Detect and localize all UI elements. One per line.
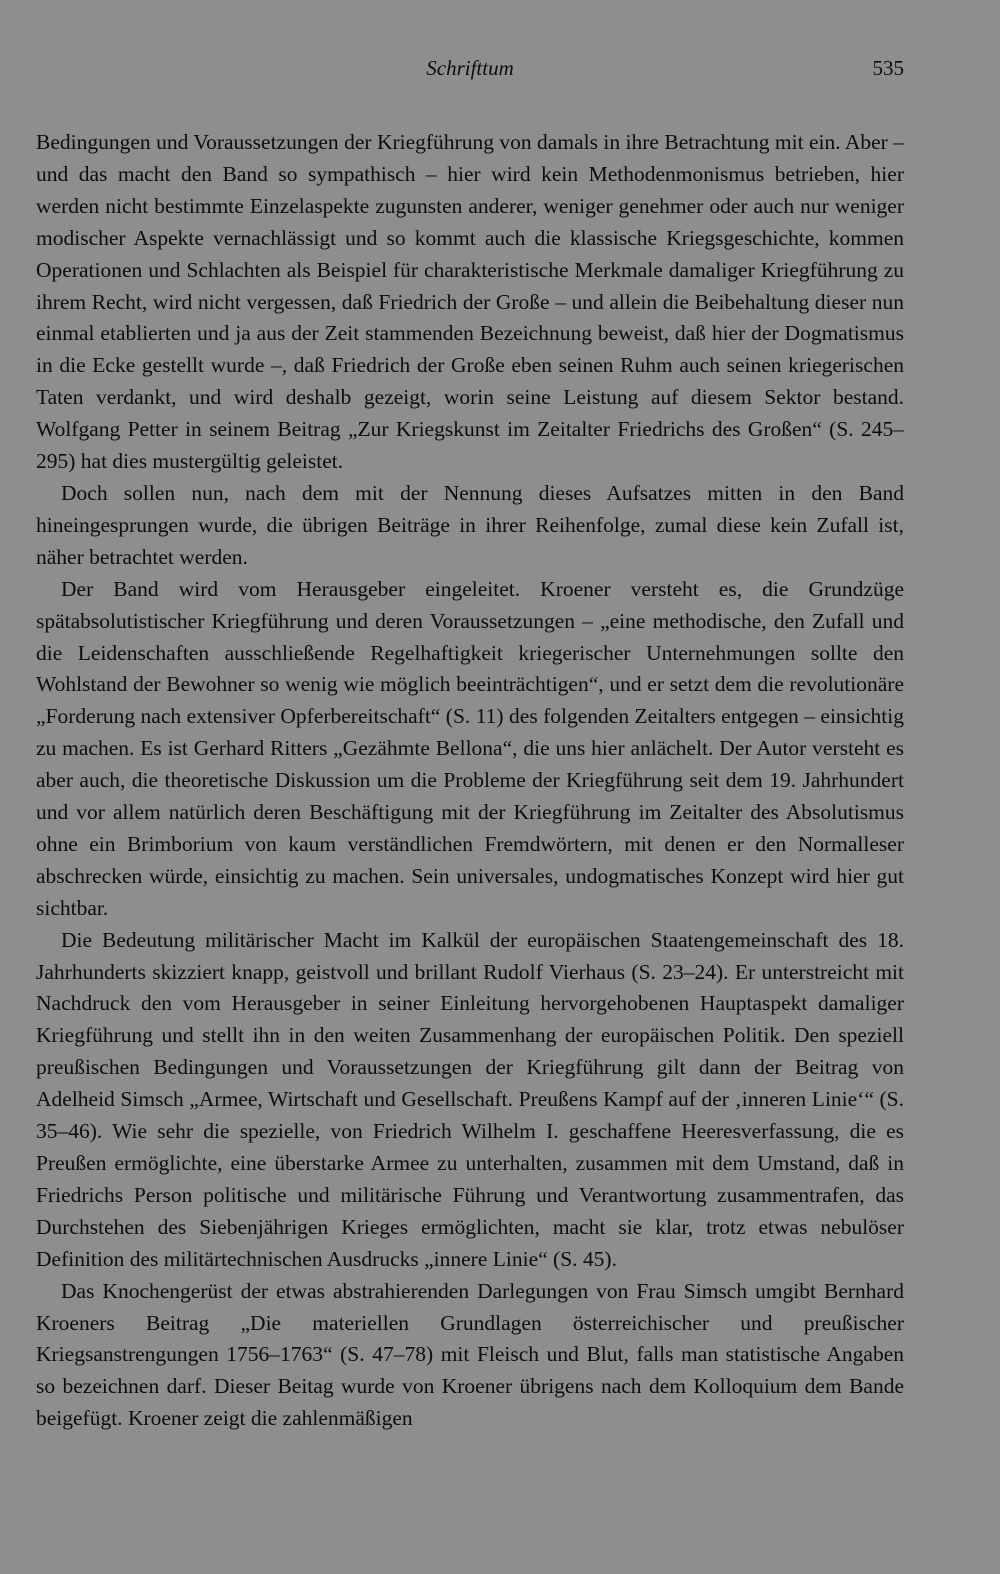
paragraph: Bedingungen und Voraussetzungen der Kriegführung von damals in ihre Betrachtung mit ein. Aber – und das macht den Band so sympathisch – hier wird kein Methodenmonismus betrieben, hier werden nicht bestimmte Einzelaspekte zugunsten anderer, weniger genehmer oder auch nur weniger modischer Aspekte vernachlässigt und so kommt auch die klassische Kriegsgeschichte, kommen Operationen und Schlachten als Beispiel für charakteristische Merkmale damaliger Kriegführung zu ihrem Recht, wird nicht vergessen, daß Friedrich der Große – und allein die Beibehaltung dieser nun einmal etablierten und ja aus der Zeit stammenden Bezeichnung beweist, daß hier der Dogmatismus in die Ecke gestellt wurde –, daß Friedrich der Große eben seinen Ruhm auch seinen kriegerischen Taten verdankt, und wird deshalb gezeigt, worin seine Leistung auf diesem Sektor bestand. Wolfgang Petter in seinem Beitrag „Zur Kriegskunst im Zeitalter Friedrichs des Großen“ (S. 245–295) hat dies mustergültig geleistet. [36,130,904,474]
page-number: 535 [872,56,904,80]
body-text [36,127,904,1435]
running-title: Schrifttum [426,56,514,80]
running-header [36,56,904,92]
paragraph: Die Bedeutung militärischer Macht im Kalkül der europäischen Staatengemeinschaft des 18. Jahrhunderts skizziert knapp, geistvoll und brillant Rudolf Vierhaus (S. 23–24). Er unterstreicht mit Nachdruck den vom Herausgeber in seiner Einleitung hervorgehobenen Hauptaspekt damaliger Kriegführung und stellt ihn in den weiten Zusammenhang der europäischen Politik. Den speziell preußischen Bedingungen und Voraussetzungen der Kriegführung gilt dann der Beitrag von Adelheid Simsch „Armee, Wirtschaft und Gesellschaft. Preußens Kampf auf der ‚inneren Linie‘“ (S. 35–46). Wie sehr die spezielle, von Friedrich Wilhelm I. geschaffene Heeresverfassung, die es Preußen ermöglichte, eine überstarke Armee zu unterhalten, zusammen mit dem Umstand, daß in Friedrichs Person politische und militärische Führung und Verantwortung zusammentrafen, das Durchstehen des Siebenjährigen Krieges ermöglichten, macht sie klar, trotz etwas nebulöser Definition des militärtechnischen Ausdrucks „innere Linie“ (S. 45). [36,927,904,1271]
paragraph: Der Band wird vom Herausgeber eingeleitet. Kroener versteht es, die Grundzüge spätabsolutistischer Kriegführung und deren Voraussetzungen – „eine methodische, den Zufall und die Leidenschaften ausschließende Regelhaftigkeit kriegerischer Unternehmungen sollte den Wohlstand der Bewohner so wenig wie möglich beeinträchtigen“, und er setzt dem die revolutionäre „Forderung nach extensiver Opferbereitschaft“ (S. 11) des folgenden Zeitalters entgegen – einsichtig zu machen. Es ist Gerhard Ritters „Gezähmte Bellona“, die uns hier anlächelt. Der Autor versteht es aber auch, die theoretische Diskussion um die Probleme der Kriegführung seit dem 19. Jahrhundert und vor allem natürlich deren Beschäftigung mit der Kriegführung im Zeitalter des Absolutismus ohne ein Brimborium von kaum verständlichen Fremdwörtern, mit denen er den Normalleser abschrecken würde, einsichtig zu machen. Sein universales, undogmatisches Konzept wird hier gut sichtbar. [36,576,904,920]
paragraph: Das Knochengerüst der etwas abstrahierenden Darlegungen von Frau Simsch umgibt Bernhard Kroeners Beitrag „Die materiellen Grundlagen österreichischer und preußischer Kriegsanstrengungen 1756–1763“ (S. 47–78) mit Fleisch und Blut, falls man statistische Angaben so bezeichnen darf. Dieser Beitag wurde von Kroener übrigens nach dem Kolloquium dem Bande beigefügt. Kroener zeigt die zahlenmäßigen [36,1278,904,1431]
paragraph: Doch sollen nun, nach dem mit der Nennung dieses Aufsatzes mitten in den Band hineingesprungen wurde, die übrigen Beiträge in ihrer Reihenfolge, zumal diese kein Zufall ist, näher betrachtet werden. [36,480,904,569]
